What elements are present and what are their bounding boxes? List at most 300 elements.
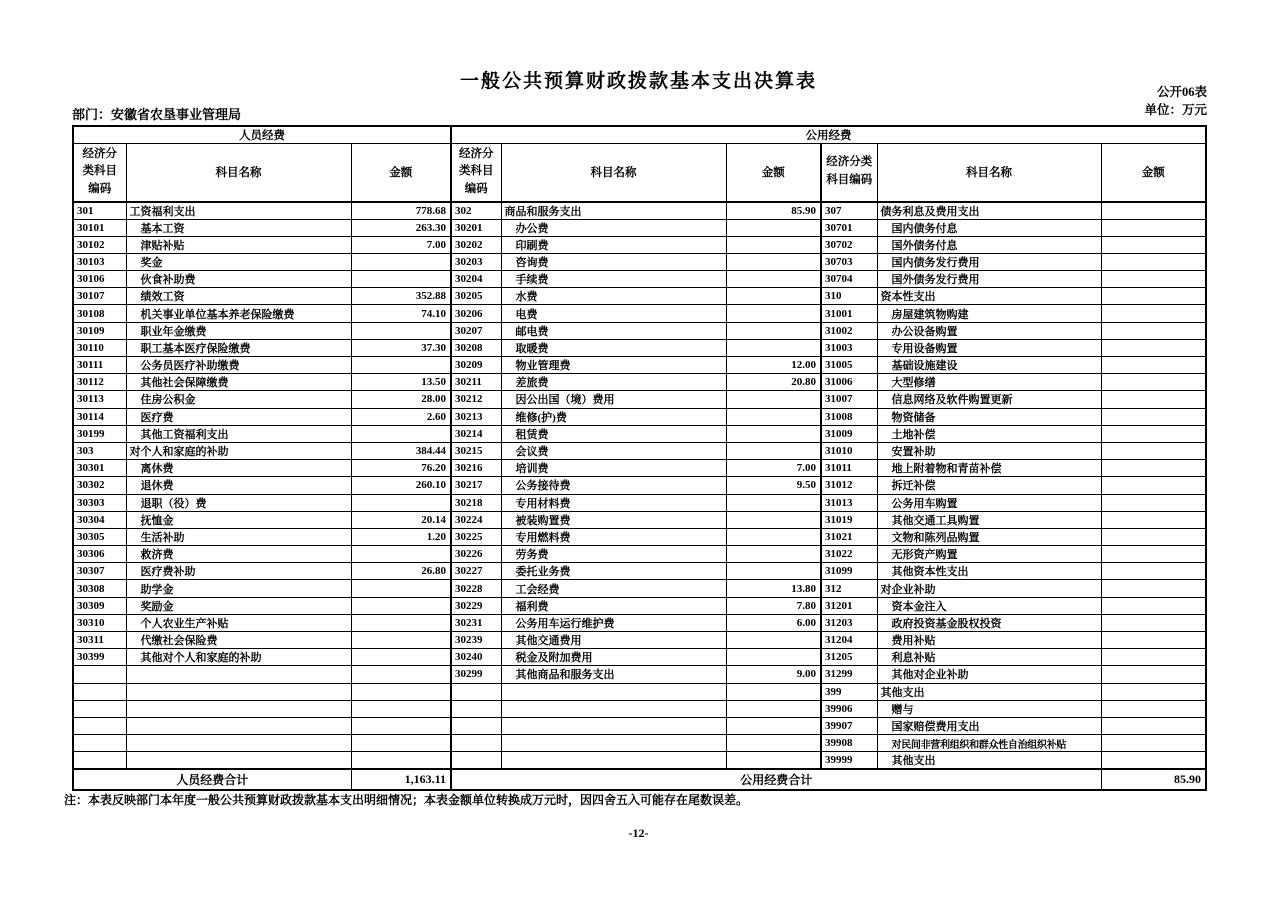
- subject-name-cell: 职业年金缴费: [126, 322, 351, 339]
- table-row: [73, 271, 1206, 288]
- subject-name-cell: 商品和服务支出: [501, 202, 726, 220]
- economic-class-code-cell: 30215: [451, 442, 501, 459]
- table-row: [73, 614, 1206, 631]
- economic-class-code-cell: 30101: [73, 219, 126, 236]
- subject-name-cell: 助学金: [126, 580, 351, 597]
- amount-cell: [726, 288, 821, 305]
- amount-cell: [1101, 563, 1206, 580]
- group-header-row: [73, 126, 1206, 144]
- subject-name-cell: 租赁费: [501, 425, 726, 442]
- table-row: [73, 305, 1206, 322]
- economic-class-code-cell: 31006: [821, 374, 877, 391]
- subject-name-cell: 国内债务发行费用: [877, 253, 1101, 270]
- subject-name-cell: 其他社会保障缴费: [126, 374, 351, 391]
- subject-name-cell: 费用补贴: [877, 632, 1101, 649]
- economic-class-code-cell: 30201: [451, 219, 501, 236]
- economic-class-code-cell: [73, 752, 126, 770]
- economic-class-code-cell: 31021: [821, 528, 877, 545]
- subject-name-cell: 培训费: [501, 460, 726, 477]
- table-row: [73, 219, 1206, 236]
- economic-class-code-cell: 303: [73, 442, 126, 459]
- economic-class-code-cell: 30203: [451, 253, 501, 270]
- amount-cell: [1101, 271, 1206, 288]
- economic-class-code-cell: 31007: [821, 391, 877, 408]
- economic-class-code-cell: 30205: [451, 288, 501, 305]
- amount-cell: [1101, 322, 1206, 339]
- subject-name-cell: 医疗费: [126, 408, 351, 425]
- economic-class-code-cell: [73, 700, 126, 717]
- subject-name-cell: [501, 700, 726, 717]
- subject-name-cell: 文物和陈列品购置: [877, 528, 1101, 545]
- economic-class-code-cell: 31012: [821, 477, 877, 494]
- amount-cell: 13.50: [351, 374, 451, 391]
- subject-name-cell: 救济费: [126, 546, 351, 563]
- amount-cell: [726, 700, 821, 717]
- column-header-name-3: 科目名称: [877, 144, 1101, 202]
- economic-class-code-cell: 31013: [821, 494, 877, 511]
- economic-class-code-cell: 307: [821, 202, 877, 220]
- subject-name-cell: 因公出国（境）费用: [501, 391, 726, 408]
- subject-name-cell: 对企业补助: [877, 580, 1101, 597]
- footnote: 注：本表反映部门本年度一般公共预算财政拨款基本支出明细情况；本表金额单位转换成万元时，因四舍五入可能存在尾数误差。: [64, 793, 749, 807]
- economic-class-code-cell: [451, 717, 501, 734]
- unit-label: 单位：万元: [1144, 103, 1207, 117]
- amount-cell: [1101, 666, 1206, 683]
- amount-cell: [351, 494, 451, 511]
- amount-cell: [726, 752, 821, 770]
- economic-class-code-cell: 31002: [821, 322, 877, 339]
- economic-class-code-cell: 30701: [821, 219, 877, 236]
- economic-class-code-cell: 30207: [451, 322, 501, 339]
- subject-name-cell: 信息网络及软件购置更新: [877, 391, 1101, 408]
- economic-class-code-cell: 30212: [451, 391, 501, 408]
- economic-class-code-cell: 30306: [73, 546, 126, 563]
- amount-cell: [351, 632, 451, 649]
- economic-class-code-cell: 31203: [821, 614, 877, 631]
- economic-class-code-cell: 30310: [73, 614, 126, 631]
- amount-cell: [1101, 614, 1206, 631]
- subject-name-cell: 印刷费: [501, 236, 726, 253]
- amount-cell: [726, 442, 821, 459]
- economic-class-code-cell: 302: [451, 202, 501, 220]
- table-row: [73, 528, 1206, 545]
- amount-cell: [1101, 202, 1206, 220]
- subject-name-cell: 职工基本医疗保险缴费: [126, 339, 351, 356]
- economic-class-code-cell: 30302: [73, 477, 126, 494]
- economic-class-code-cell: 30239: [451, 632, 501, 649]
- column-header-code-2: 经济分类科目编码: [451, 144, 501, 202]
- subject-name-cell: 其他商品和服务支出: [501, 666, 726, 683]
- amount-cell: [726, 339, 821, 356]
- subject-name-cell: 公务用车运行维护费: [501, 614, 726, 631]
- table-row: [73, 442, 1206, 459]
- economic-class-code-cell: [73, 683, 126, 700]
- economic-class-code-cell: [451, 700, 501, 717]
- subject-name-cell: 手续费: [501, 271, 726, 288]
- amount-cell: [1101, 494, 1206, 511]
- economic-class-code-cell: [451, 735, 501, 752]
- amount-cell: [1101, 597, 1206, 614]
- economic-class-code-cell: 30112: [73, 374, 126, 391]
- table-row: [73, 253, 1206, 270]
- subject-name-cell: 医疗费补助: [126, 563, 351, 580]
- amount-cell: [726, 511, 821, 528]
- economic-class-code-cell: 30228: [451, 580, 501, 597]
- amount-cell: [1101, 752, 1206, 770]
- amount-cell: [726, 528, 821, 545]
- subject-name-cell: 劳务费: [501, 546, 726, 563]
- economic-class-code-cell: 30202: [451, 236, 501, 253]
- amount-cell: [351, 322, 451, 339]
- amount-cell: 20.80: [726, 374, 821, 391]
- department-label: 部门：安徽省农垦事业管理局: [72, 107, 242, 122]
- subject-name-cell: 奖金: [126, 253, 351, 270]
- subject-name-cell: 拆迁补偿: [877, 477, 1101, 494]
- column-header-amount-2: 金额: [726, 144, 821, 202]
- subject-name-cell: 专用燃料费: [501, 528, 726, 545]
- amount-cell: [1101, 339, 1206, 356]
- subject-name-cell: [501, 735, 726, 752]
- amount-cell: 37.30: [351, 339, 451, 356]
- subject-name-cell: [126, 700, 351, 717]
- subject-name-cell: [126, 683, 351, 700]
- economic-class-code-cell: 31201: [821, 597, 877, 614]
- table-row: [73, 752, 1206, 770]
- amount-cell: [726, 717, 821, 734]
- table-row: [73, 357, 1206, 374]
- amount-cell: [351, 597, 451, 614]
- economic-class-code-cell: 31005: [821, 357, 877, 374]
- economic-class-code-cell: 30308: [73, 580, 126, 597]
- amount-cell: [1101, 374, 1206, 391]
- amount-cell: [1101, 632, 1206, 649]
- economic-class-code-cell: 30211: [451, 374, 501, 391]
- subject-name-cell: 伙食补助费: [126, 271, 351, 288]
- economic-class-code-cell: 30199: [73, 425, 126, 442]
- economic-class-code-cell: 30107: [73, 288, 126, 305]
- economic-class-code-cell: 30209: [451, 357, 501, 374]
- subject-name-cell: 工会经费: [501, 580, 726, 597]
- subject-name-cell: 物业管理费: [501, 357, 726, 374]
- economic-class-code-cell: 30102: [73, 236, 126, 253]
- economic-class-code-cell: 39907: [821, 717, 877, 734]
- economic-class-code-cell: 30214: [451, 425, 501, 442]
- amount-cell: [1101, 700, 1206, 717]
- economic-class-code-cell: 30111: [73, 357, 126, 374]
- subject-name-cell: 取暖费: [501, 339, 726, 356]
- subject-name-cell: 生活补助: [126, 528, 351, 545]
- economic-class-code-cell: 30109: [73, 322, 126, 339]
- amount-cell: [726, 305, 821, 322]
- economic-class-code-cell: 39999: [821, 752, 877, 770]
- subject-name-cell: 公务员医疗补助缴费: [126, 357, 351, 374]
- subject-name-cell: 差旅费: [501, 374, 726, 391]
- table-row: [73, 683, 1206, 700]
- economic-class-code-cell: 31009: [821, 425, 877, 442]
- personnel-total-amount: 1,163.11: [351, 769, 451, 790]
- amount-cell: [1101, 511, 1206, 528]
- subject-name-cell: 地上附着物和青苗补偿: [877, 460, 1101, 477]
- subject-name-cell: 债务利息及费用支出: [877, 202, 1101, 220]
- amount-cell: [726, 425, 821, 442]
- economic-class-code-cell: 30213: [451, 408, 501, 425]
- subject-name-cell: 绩效工资: [126, 288, 351, 305]
- subject-name-cell: [126, 752, 351, 770]
- subject-name-cell: 离休费: [126, 460, 351, 477]
- economic-class-code-cell: 30208: [451, 339, 501, 356]
- economic-class-code-cell: 31299: [821, 666, 877, 683]
- table-row: [73, 597, 1206, 614]
- amount-cell: [726, 322, 821, 339]
- amount-cell: [1101, 236, 1206, 253]
- group-header-personnel: 人员经费: [73, 126, 451, 144]
- subject-name-cell: 其他工资福利支出: [126, 425, 351, 442]
- economic-class-code-cell: 31010: [821, 442, 877, 459]
- amount-cell: 13.80: [726, 580, 821, 597]
- subject-name-cell: [501, 683, 726, 700]
- subject-name-cell: 对个人和家庭的补助: [126, 442, 351, 459]
- table-row: [73, 202, 1206, 220]
- amount-cell: [726, 219, 821, 236]
- amount-cell: 1.20: [351, 528, 451, 545]
- economic-class-code-cell: 30309: [73, 597, 126, 614]
- amount-cell: [1101, 528, 1206, 545]
- amount-cell: [351, 666, 451, 683]
- column-header-name-1: 科目名称: [126, 144, 351, 202]
- amount-cell: 28.00: [351, 391, 451, 408]
- economic-class-code-cell: [451, 683, 501, 700]
- subject-name-cell: 大型修缮: [877, 374, 1101, 391]
- economic-class-code-cell: 30311: [73, 632, 126, 649]
- column-header-row: [73, 144, 1206, 202]
- subject-name-cell: 国家赔偿费用支出: [877, 717, 1101, 734]
- economic-class-code-cell: 39906: [821, 700, 877, 717]
- subject-name-cell: 无形资产购置: [877, 546, 1101, 563]
- subject-name-cell: 其他资本性支出: [877, 563, 1101, 580]
- column-header-code-1: 经济分类科目编码: [73, 144, 126, 202]
- subject-name-cell: 代缴社会保险费: [126, 632, 351, 649]
- amount-cell: 6.00: [726, 614, 821, 631]
- table-row: [73, 339, 1206, 356]
- economic-class-code-cell: 30227: [451, 563, 501, 580]
- table-row: [73, 649, 1206, 666]
- subject-name-cell: 工资福利支出: [126, 202, 351, 220]
- subject-name-cell: 国外债务发行费用: [877, 271, 1101, 288]
- page-title: 一般公共预算财政拨款基本支出决算表: [459, 71, 817, 92]
- subject-name-cell: 资本金注入: [877, 597, 1101, 614]
- amount-cell: [1101, 580, 1206, 597]
- amount-cell: [1101, 442, 1206, 459]
- totals-row: [73, 769, 1206, 790]
- amount-cell: 20.14: [351, 511, 451, 528]
- amount-cell: [351, 425, 451, 442]
- table-row: [73, 408, 1206, 425]
- economic-class-code-cell: [451, 752, 501, 770]
- subject-name-cell: 委托业务费: [501, 563, 726, 580]
- subject-name-cell: 抚恤金: [126, 511, 351, 528]
- amount-cell: [726, 236, 821, 253]
- amount-cell: 263.30: [351, 219, 451, 236]
- amount-cell: [1101, 477, 1206, 494]
- amount-cell: [1101, 253, 1206, 270]
- amount-cell: 85.90: [726, 202, 821, 220]
- amount-cell: [351, 700, 451, 717]
- economic-class-code-cell: 31008: [821, 408, 877, 425]
- subject-name-cell: 国外债务付息: [877, 236, 1101, 253]
- economic-class-code-cell: 31001: [821, 305, 877, 322]
- personnel-total-label: 人员经费合计: [73, 769, 351, 790]
- table-row: [73, 700, 1206, 717]
- amount-cell: 7.00: [726, 460, 821, 477]
- amount-cell: [351, 546, 451, 563]
- amount-cell: [726, 391, 821, 408]
- amount-cell: [726, 271, 821, 288]
- subject-name-cell: 维修(护)费: [501, 408, 726, 425]
- amount-cell: [351, 580, 451, 597]
- economic-class-code-cell: 30229: [451, 597, 501, 614]
- amount-cell: [1101, 391, 1206, 408]
- subject-name-cell: [126, 666, 351, 683]
- amount-cell: [726, 632, 821, 649]
- amount-cell: [726, 408, 821, 425]
- subject-name-cell: 其他交通工具购置: [877, 511, 1101, 528]
- economic-class-code-cell: 30305: [73, 528, 126, 545]
- subject-name-cell: 其他对个人和家庭的补助: [126, 649, 351, 666]
- subject-name-cell: 津贴补贴: [126, 236, 351, 253]
- table-row: [73, 322, 1206, 339]
- economic-class-code-cell: 30204: [451, 271, 501, 288]
- amount-cell: [726, 735, 821, 752]
- amount-cell: [726, 253, 821, 270]
- subject-name-cell: 对民间非营利组织和群众性自治组织补贴: [877, 735, 1101, 752]
- column-header-amount-1: 金额: [351, 144, 451, 202]
- economic-class-code-cell: 30225: [451, 528, 501, 545]
- table-row: [73, 717, 1206, 734]
- subject-name-cell: 会议费: [501, 442, 726, 459]
- amount-cell: 9.50: [726, 477, 821, 494]
- amount-cell: [1101, 288, 1206, 305]
- subject-name-cell: 安置补助: [877, 442, 1101, 459]
- amount-cell: 74.10: [351, 305, 451, 322]
- table-row: [73, 236, 1206, 253]
- subject-name-cell: 电费: [501, 305, 726, 322]
- economic-class-code-cell: 30206: [451, 305, 501, 322]
- subject-name-cell: 水费: [501, 288, 726, 305]
- amount-cell: [1101, 219, 1206, 236]
- table-row: [73, 425, 1206, 442]
- column-header-name-2: 科目名称: [501, 144, 726, 202]
- economic-class-code-cell: 30703: [821, 253, 877, 270]
- amount-cell: 260.10: [351, 477, 451, 494]
- amount-cell: 7.00: [351, 236, 451, 253]
- table-row: [73, 546, 1206, 563]
- public-total-label: 公用经费合计: [451, 769, 1101, 790]
- economic-class-code-cell: 399: [821, 683, 877, 700]
- table-row: [73, 580, 1206, 597]
- table-row: [73, 666, 1206, 683]
- amount-cell: [351, 735, 451, 752]
- subject-name-cell: 专用材料费: [501, 494, 726, 511]
- economic-class-code-cell: 30216: [451, 460, 501, 477]
- amount-cell: [1101, 546, 1206, 563]
- amount-cell: [1101, 735, 1206, 752]
- economic-class-code-cell: 30231: [451, 614, 501, 631]
- page-number: -12-: [628, 826, 649, 840]
- subject-name-cell: 机关事业单位基本养老保险缴费: [126, 305, 351, 322]
- economic-class-code-cell: 30108: [73, 305, 126, 322]
- table-row: [73, 288, 1206, 305]
- subject-name-cell: 国内债务付息: [877, 219, 1101, 236]
- economic-class-code-cell: 30240: [451, 649, 501, 666]
- amount-cell: [726, 683, 821, 700]
- subject-name-cell: 赠与: [877, 700, 1101, 717]
- subject-name-cell: 土地补偿: [877, 425, 1101, 442]
- column-header-code-3: 经济分类科目编码: [821, 144, 877, 202]
- subject-name-cell: 奖励金: [126, 597, 351, 614]
- table-row: [73, 511, 1206, 528]
- economic-class-code-cell: 30299: [451, 666, 501, 683]
- economic-class-code-cell: 30704: [821, 271, 877, 288]
- group-header-public: 公用经费: [451, 126, 1206, 144]
- amount-cell: [1101, 357, 1206, 374]
- subject-name-cell: 个人农业生产补贴: [126, 614, 351, 631]
- table-row: [73, 477, 1206, 494]
- economic-class-code-cell: 30304: [73, 511, 126, 528]
- economic-class-code-cell: 312: [821, 580, 877, 597]
- economic-class-code-cell: 39908: [821, 735, 877, 752]
- economic-class-code-cell: 31019: [821, 511, 877, 528]
- amount-cell: [1101, 460, 1206, 477]
- economic-class-code-cell: 30217: [451, 477, 501, 494]
- economic-class-code-cell: [73, 666, 126, 683]
- subject-name-cell: [501, 717, 726, 734]
- subject-name-cell: 利息补贴: [877, 649, 1101, 666]
- economic-class-code-cell: [73, 717, 126, 734]
- amount-cell: 352.88: [351, 288, 451, 305]
- economic-class-code-cell: 30103: [73, 253, 126, 270]
- subject-name-cell: 其他支出: [877, 752, 1101, 770]
- amount-cell: 76.20: [351, 460, 451, 477]
- amount-cell: [351, 271, 451, 288]
- form-number: 公开06表: [1156, 85, 1207, 99]
- subject-name-cell: 公务用车购置: [877, 494, 1101, 511]
- subject-name-cell: 邮电费: [501, 322, 726, 339]
- economic-class-code-cell: 30301: [73, 460, 126, 477]
- economic-class-code-cell: 30224: [451, 511, 501, 528]
- table-row: [73, 391, 1206, 408]
- table-row: [73, 460, 1206, 477]
- amount-cell: [726, 649, 821, 666]
- economic-class-code-cell: 31011: [821, 460, 877, 477]
- table-row: [73, 494, 1206, 511]
- amount-cell: 2.60: [351, 408, 451, 425]
- table-row: [73, 632, 1206, 649]
- amount-cell: 26.80: [351, 563, 451, 580]
- economic-class-code-cell: 310: [821, 288, 877, 305]
- economic-class-code-cell: 31003: [821, 339, 877, 356]
- amount-cell: 384.44: [351, 442, 451, 459]
- economic-class-code-cell: 31099: [821, 563, 877, 580]
- table-row: [73, 374, 1206, 391]
- amount-cell: [1101, 683, 1206, 700]
- subject-name-cell: 其他支出: [877, 683, 1101, 700]
- amount-cell: 7.80: [726, 597, 821, 614]
- economic-class-code-cell: 31204: [821, 632, 877, 649]
- amount-cell: [351, 357, 451, 374]
- table-row: [73, 735, 1206, 752]
- amount-cell: [351, 649, 451, 666]
- subject-name-cell: 住房公积金: [126, 391, 351, 408]
